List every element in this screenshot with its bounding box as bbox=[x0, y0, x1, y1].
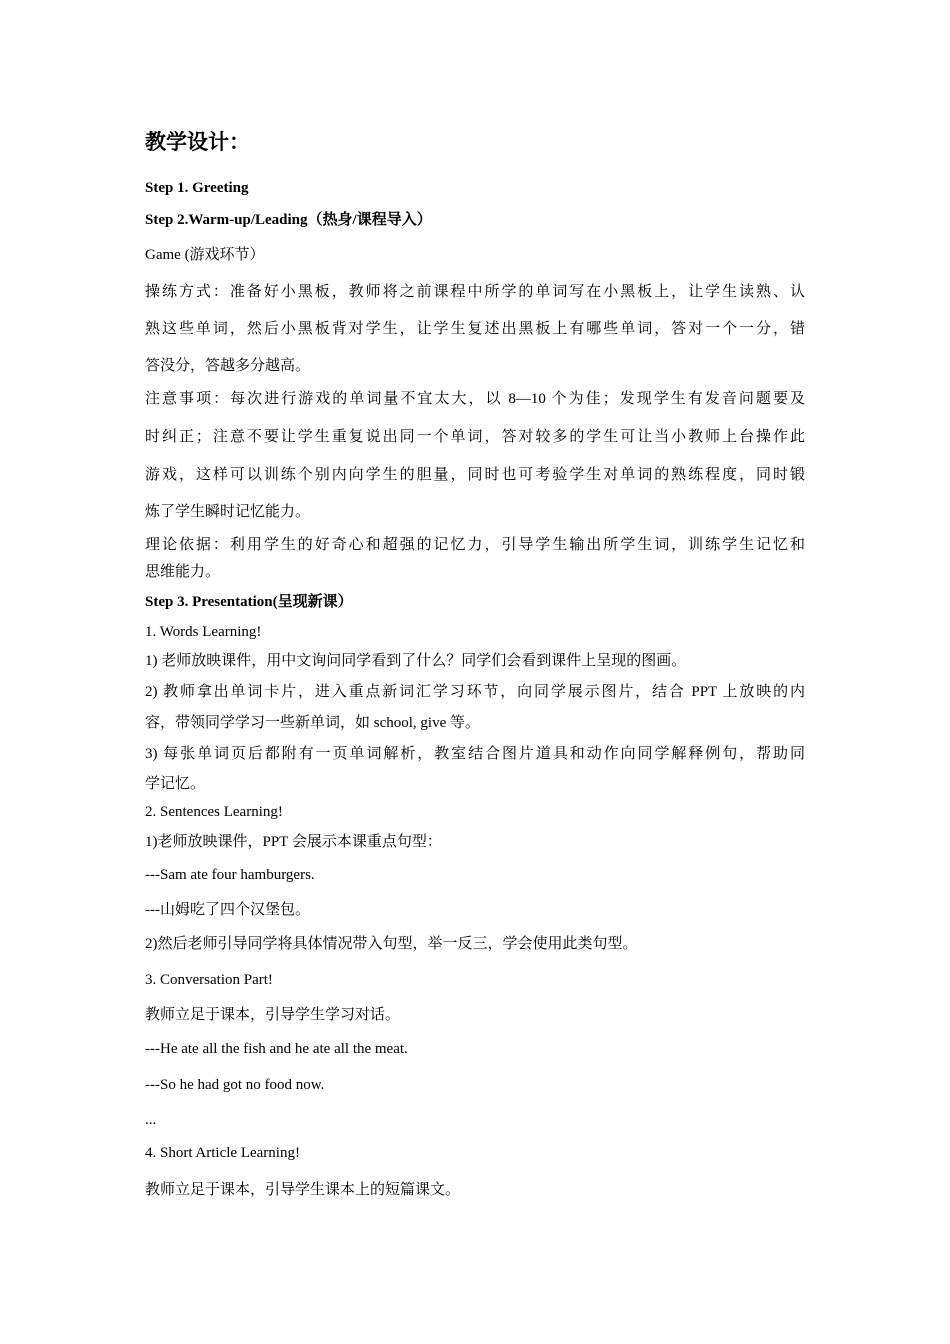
text-line: 4. Short Article Learning! bbox=[145, 1145, 300, 1161]
text-line: 理论依据：利用学生的好奇心和超强的记忆力，引导学生输出所学生词，训练学生记忆和 bbox=[145, 537, 805, 553]
text-line: 容，带领同学学习一些新单词，如 school, give 等。 bbox=[145, 715, 480, 731]
text-line: 熟这些单词，然后小黑板背对学生，让学生复述出黑板上有哪些单词，答对一个一分，错 bbox=[145, 321, 805, 337]
text-line: ---山姆吃了四个汉堡包。 bbox=[145, 902, 310, 918]
text-line: ---He ate all the fish and he ate all the meat. bbox=[145, 1041, 408, 1057]
text-line: 答没分，答越多分越高。 bbox=[145, 358, 311, 374]
text-line: 时纠正；注意不要让学生重复说出同一个单词，答对较多的学生可让当小教师上台操作此 bbox=[145, 429, 805, 445]
text-line: ---Sam ate four hamburgers. bbox=[145, 867, 315, 883]
text-line: 1)老师放映课件，PPT 会展示本课重点句型： bbox=[145, 834, 442, 850]
text-line: 学记忆。 bbox=[145, 776, 206, 792]
text-line: 操练方式：准备好小黑板，教师将之前课程中所学的单词写在小黑板上，让学生读熟、认 bbox=[145, 284, 805, 300]
text-line: ---So he had got no food now. bbox=[145, 1077, 325, 1093]
text-line: 游戏，这样可以训练个别内向学生的胆量，同时也可考验学生对单词的熟练程度，同时锻 bbox=[145, 467, 805, 483]
section-heading: Step 1. Greeting bbox=[145, 180, 249, 196]
section-heading: Step 2.Warm-up/Leading（热身/课程导入） bbox=[145, 212, 432, 228]
text-line: 3. Conversation Part! bbox=[145, 972, 273, 988]
text-line: 1) 老师放映课件，用中文询问同学看到了什么？同学们会看到课件上呈现的图画。 bbox=[145, 653, 687, 669]
text-line: 3) 每张单词页后都附有一页单词解析，教室结合图片道具和动作向同学解释例句，帮助同 bbox=[145, 746, 805, 762]
text-line: 思维能力。 bbox=[145, 564, 221, 580]
text-line: 炼了学生瞬时记忆能力。 bbox=[145, 504, 311, 520]
text-line: 教师立足于课本，引导学生课本上的短篇课文。 bbox=[145, 1182, 461, 1198]
text-line: 2. Sentences Learning! bbox=[145, 804, 283, 820]
text-line: 2) 教师拿出单词卡片，进入重点新词汇学习环节，向同学展示图片，结合 PPT 上放映的内 bbox=[145, 684, 805, 700]
text-line: 教师立足于课本，引导学生学习对话。 bbox=[145, 1007, 401, 1023]
section-heading: Step 3. Presentation(呈现新课） bbox=[145, 594, 353, 610]
document-title: 教学设计： bbox=[145, 130, 250, 154]
text-line: 注意事项：每次进行游戏的单词量不宜太大，以 8—10 个为佳；发现学生有发音问题要及 bbox=[145, 391, 805, 407]
text-line: 2)然后老师引导同学将具体情况带入句型，举一反三，学会使用此类句型。 bbox=[145, 936, 638, 952]
text-line: ... bbox=[145, 1112, 157, 1128]
text-line: 1. Words Learning! bbox=[145, 624, 262, 640]
text-line: Game (游戏环节） bbox=[145, 247, 265, 263]
